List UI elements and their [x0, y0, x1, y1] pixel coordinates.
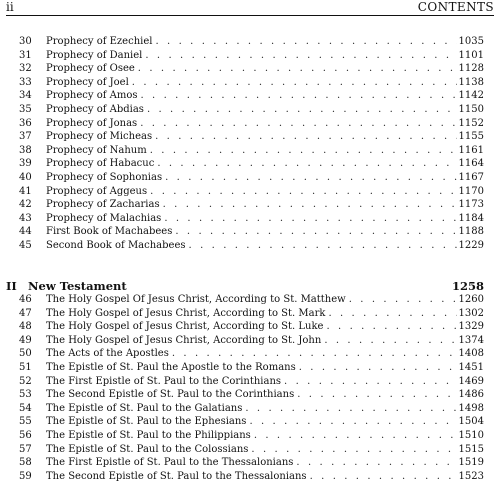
entry-leader-row	[46, 103, 484, 117]
entry-page-number: 1408	[458, 348, 484, 360]
entry-leader-row	[46, 456, 484, 470]
entry-title: The Acts of the Apostles	[46, 347, 172, 361]
entry-number: 59	[19, 470, 32, 482]
entry-number: 42	[19, 199, 32, 211]
toc-entry	[0, 239, 500, 253]
entry-number: 34	[19, 90, 32, 102]
entry-number: 40	[19, 171, 32, 183]
toc-entry	[0, 429, 500, 443]
entry-number: 33	[19, 76, 32, 88]
toc-entry	[0, 415, 500, 429]
entry-title: Prophecy of Ezechiel	[46, 35, 155, 49]
dot-leader	[157, 157, 456, 171]
entry-number: 46	[19, 294, 32, 305]
entry-title: Prophecy of Jonas	[46, 117, 140, 131]
entry-number: 49	[19, 334, 32, 346]
toc-entry	[0, 49, 500, 63]
entry-leader-row	[46, 388, 484, 402]
entry-number: 39	[19, 158, 32, 170]
entry-page-number: 1173	[458, 199, 484, 211]
new-testament-entry-list	[0, 293, 500, 483]
dot-leader	[140, 89, 456, 103]
dot-leader	[150, 185, 456, 199]
dot-leader	[296, 456, 456, 470]
entry-number: 48	[19, 321, 32, 333]
entry-title: The Epistle of St. Paul to the Philippians	[46, 429, 254, 443]
old-testament-entry-list	[0, 35, 500, 253]
page-folio: ii	[6, 0, 14, 14]
entry-number: 30	[19, 36, 32, 47]
entry-number: 37	[19, 131, 32, 143]
entry-number: 57	[19, 443, 32, 455]
part-title: New Testament	[28, 279, 127, 293]
entry-leader-row	[46, 198, 484, 212]
entry-page-number: 1260	[458, 294, 484, 305]
toc-entry	[0, 157, 500, 171]
entry-leader-row	[46, 443, 484, 457]
toc-entry	[0, 103, 500, 117]
dot-leader	[299, 361, 457, 375]
entry-leader-row	[46, 347, 484, 361]
dot-leader	[147, 103, 457, 117]
entry-number: 45	[19, 239, 32, 251]
entry-leader-row	[46, 35, 484, 49]
entry-page-number: 1188	[458, 226, 484, 238]
entry-number: 50	[19, 348, 32, 360]
entry-number: 47	[19, 307, 32, 319]
entry-page-number: 1142	[458, 90, 484, 102]
dot-leader	[132, 76, 457, 90]
part-heading-new-testament	[6, 279, 484, 293]
entry-leader-row	[46, 334, 484, 348]
toc-entry	[0, 470, 500, 484]
entry-leader-row	[46, 144, 484, 158]
entry-title: The First Epistle of St. Paul to the Corinthians	[46, 375, 284, 389]
entry-leader-row	[46, 130, 484, 144]
dot-leader	[349, 293, 457, 307]
dot-leader	[140, 117, 456, 131]
entry-leader-row	[46, 320, 484, 334]
dot-leader	[189, 239, 457, 253]
entry-title: Prophecy of Amos	[46, 89, 140, 103]
entry-title: The Epistle of St. Paul to the Ephesians	[46, 415, 249, 429]
entry-leader-row	[46, 49, 484, 63]
entry-title: Prophecy of Nahum	[46, 144, 150, 158]
entry-page-number: 1302	[458, 307, 484, 319]
entry-title: The Second Epistle of St. Paul to the Thessalonians	[46, 470, 310, 484]
toc-entry	[0, 76, 500, 90]
entry-leader-row	[46, 470, 484, 484]
entry-title: The Holy Gospel Of Jesus Christ, According to St. Matthew	[46, 293, 349, 307]
entry-title: Prophecy of Habacuc	[46, 157, 157, 171]
entry-title: The First Epistle of St. Paul to the Thessalonians	[46, 456, 296, 470]
entry-leader-row	[46, 157, 484, 171]
toc-entry	[0, 456, 500, 470]
toc-entry	[0, 361, 500, 375]
entry-page-number: 1519	[458, 457, 484, 469]
entry-leader-row	[46, 429, 484, 443]
entry-title: Prophecy of Daniel	[46, 49, 145, 63]
entry-number: 32	[19, 63, 32, 75]
entry-leader-row	[46, 225, 484, 239]
entry-page-number: 1510	[458, 429, 484, 441]
toc-entry	[0, 185, 500, 199]
entry-leader-row	[46, 76, 484, 90]
toc-entry	[0, 334, 500, 348]
entry-page-number: 1184	[458, 212, 484, 224]
toc-entry	[0, 117, 500, 131]
dot-leader	[310, 470, 457, 484]
entry-leader-row	[46, 375, 484, 389]
dot-leader	[150, 144, 457, 158]
toc-entry	[0, 375, 500, 389]
entry-page-number: 1329	[458, 321, 484, 333]
entry-page-number: 1167	[458, 171, 484, 183]
dot-leader	[297, 388, 456, 402]
entry-page-number: 1451	[458, 361, 484, 373]
toc-entry	[0, 293, 500, 307]
dot-leader	[326, 320, 456, 334]
entry-number: 58	[19, 457, 32, 469]
dot-leader	[155, 130, 456, 144]
entry-number: 54	[19, 402, 32, 414]
entry-title: Prophecy of Abdias	[46, 103, 147, 117]
entry-leader-row	[46, 361, 484, 375]
dot-leader	[251, 443, 456, 457]
entry-leader-row	[46, 402, 484, 416]
dot-leader	[245, 402, 456, 416]
entry-title: Prophecy of Osee	[46, 62, 138, 76]
toc-entry	[0, 144, 500, 158]
entry-title: The Holy Gospel of Jesus Christ, According to St. Mark	[46, 307, 328, 321]
toc-entry	[0, 35, 500, 49]
entry-title: Prophecy of Malachias	[46, 212, 164, 226]
toc-entry	[0, 443, 500, 457]
entry-title: The Epistle of St. Paul to the Colossians	[46, 443, 251, 457]
entry-number: 53	[19, 389, 32, 401]
entry-page-number: 1515	[458, 443, 484, 455]
entry-number: 41	[19, 185, 32, 197]
entry-page-number: 1469	[458, 375, 484, 387]
entry-leader-row	[46, 415, 484, 429]
entry-title: The Holy Gospel of Jesus Christ, According to St. Luke	[46, 320, 326, 334]
part-page-number: 1258	[451, 279, 484, 293]
toc-entry	[0, 62, 500, 76]
entry-number: 38	[19, 144, 32, 156]
entry-number: 55	[19, 416, 32, 428]
dot-leader	[175, 225, 456, 239]
entry-leader-row	[46, 117, 484, 131]
entry-leader-row	[46, 293, 484, 307]
entry-page-number: 1152	[458, 117, 484, 129]
entry-number: 51	[19, 361, 32, 373]
entry-page-number: 1170	[458, 185, 484, 197]
toc-entry	[0, 171, 500, 185]
entry-page-number: 1164	[458, 158, 484, 170]
entry-number: 56	[19, 429, 32, 441]
dot-leader	[163, 198, 457, 212]
entry-page-number: 1155	[458, 131, 484, 143]
toc-entry	[0, 307, 500, 321]
entry-title: First Book of Machabees	[46, 225, 175, 239]
dot-leader	[164, 212, 456, 226]
running-head-title: CONTENTS	[417, 0, 494, 14]
toc-entry	[0, 130, 500, 144]
toc-entry	[0, 225, 500, 239]
dot-leader	[138, 62, 457, 76]
entry-number: 35	[19, 103, 32, 115]
entry-leader-row	[46, 212, 484, 226]
entry-leader-row	[46, 307, 484, 321]
dot-leader	[324, 334, 456, 348]
toc-entry	[0, 89, 500, 103]
part-number: II	[6, 279, 17, 293]
entry-page-number: 1523	[458, 470, 484, 482]
entry-leader-row	[46, 185, 484, 199]
dot-leader	[284, 375, 457, 389]
entry-number: 36	[19, 117, 32, 129]
entry-title: Prophecy of Aggeus	[46, 185, 150, 199]
entry-page-number: 1128	[458, 63, 484, 75]
toc-entry	[0, 347, 500, 361]
dot-leader	[328, 307, 456, 321]
entry-leader-row	[46, 62, 484, 76]
toc-entry	[0, 212, 500, 226]
entry-title: The Epistle of St. Paul to the Galatians	[46, 402, 245, 416]
dot-leader	[172, 347, 457, 361]
entry-title: The Epistle of St. Paul the Apostle to the Romans	[46, 361, 299, 375]
toc-entry	[0, 388, 500, 402]
entry-page-number: 1374	[458, 334, 484, 346]
dot-leader	[254, 429, 457, 443]
dot-leader	[145, 49, 456, 63]
entry-title: The Second Epistle of St. Paul to the Corinthians	[46, 388, 297, 402]
dot-leader	[249, 415, 456, 429]
dot-leader	[165, 171, 456, 185]
running-head	[6, 0, 494, 14]
dot-leader	[155, 35, 456, 49]
toc-entry	[0, 402, 500, 416]
entry-page-number: 1101	[458, 49, 484, 61]
entry-leader-row	[46, 89, 484, 103]
entry-page-number: 1161	[458, 144, 484, 156]
entry-page-number: 1486	[458, 389, 484, 401]
toc-entry	[0, 320, 500, 334]
entry-page-number: 1138	[458, 76, 484, 88]
entry-page-number: 1150	[458, 103, 484, 115]
entry-number: 43	[19, 212, 32, 224]
entry-title: Second Book of Machabees	[46, 239, 189, 253]
entry-title: Prophecy of Joel	[46, 76, 132, 90]
toc-entry	[0, 198, 500, 212]
entry-leader-row	[46, 239, 484, 253]
entry-page-number: 1504	[458, 416, 484, 428]
entry-number: 31	[19, 49, 32, 61]
entry-title: Prophecy of Sophonias	[46, 171, 165, 185]
entry-title: The Holy Gospel of Jesus Christ, According to St. John	[46, 334, 324, 348]
header-rule	[6, 15, 494, 16]
entry-page-number: 1229	[458, 239, 484, 251]
entry-page-number: 1035	[458, 36, 484, 47]
entry-title: Prophecy of Zacharias	[46, 198, 163, 212]
entry-leader-row	[46, 171, 484, 185]
entry-number: 52	[19, 375, 32, 387]
entry-title: Prophecy of Micheas	[46, 130, 155, 144]
entry-number: 44	[19, 226, 32, 238]
entry-page-number: 1498	[458, 402, 484, 414]
